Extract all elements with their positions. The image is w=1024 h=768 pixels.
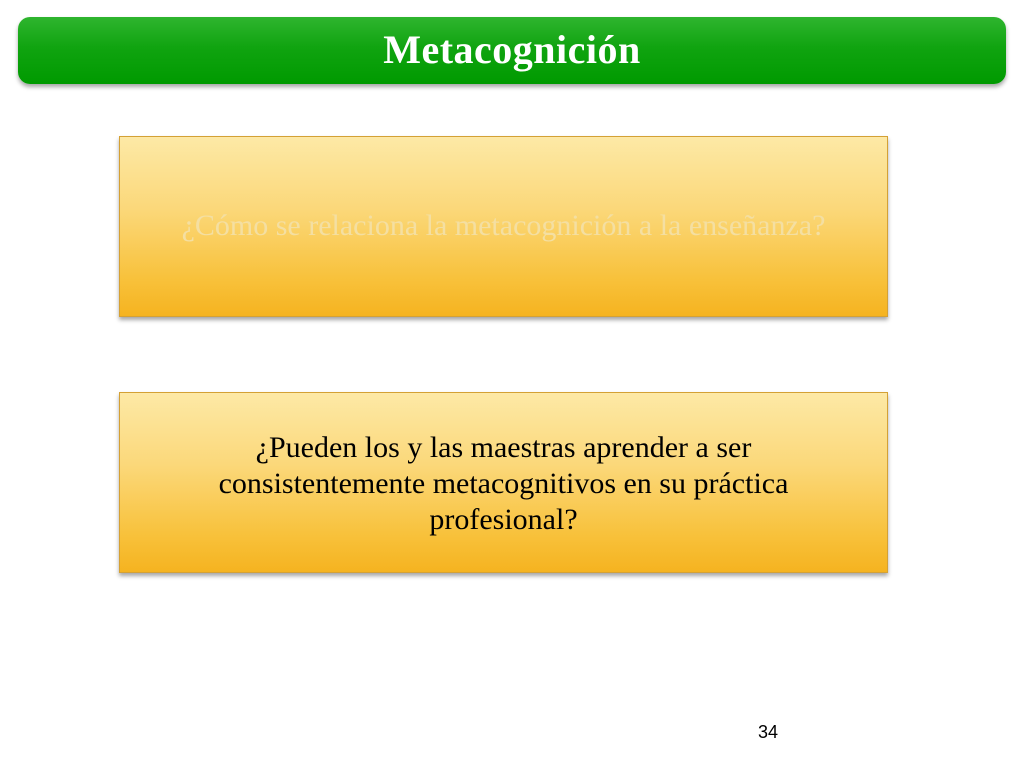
title-bar bbox=[18, 17, 1006, 84]
question-text-1: ¿Cómo se relaciona la metacognición a la enseñanza? bbox=[181, 208, 826, 242]
question-text-2: ¿Pueden los y las maestras aprender a ser consistentemente metacognitivos en su práctica profesional? bbox=[218, 430, 789, 536]
page-number: 34 bbox=[757, 722, 779, 742]
slide-title: Metacognición bbox=[383, 27, 641, 72]
question-box-2 bbox=[119, 392, 888, 573]
question-box-1 bbox=[119, 136, 888, 317]
